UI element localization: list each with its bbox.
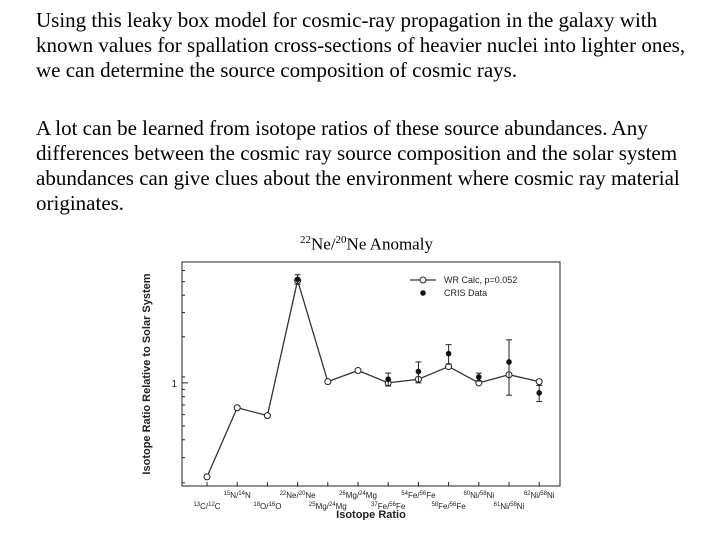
legend-marker-model: [420, 277, 426, 283]
model-line: [207, 280, 539, 476]
category-label-part: O/: [260, 502, 269, 511]
category-label-part: Fe/: [438, 502, 450, 511]
category-label-part: N: [244, 491, 251, 500]
model-point: [355, 368, 361, 374]
data-point: [385, 376, 391, 382]
category-label-part: 15: [223, 491, 231, 497]
caption-ne-over: Ne/: [311, 234, 336, 254]
category-label-part: 24: [328, 502, 336, 508]
category-label-part: 22: [279, 491, 287, 497]
model-point: [234, 405, 240, 411]
category-label: [401, 491, 436, 500]
category-label-part: 26: [339, 491, 346, 497]
category-label-part: 14: [238, 491, 245, 497]
category-label: [339, 491, 377, 500]
model-point: [264, 413, 270, 419]
category-label-part: Ni/: [470, 491, 480, 500]
isotope-ratio-chart: [135, 258, 565, 520]
category-label-part: 25: [308, 502, 316, 508]
category-label-part: Fe/: [377, 502, 390, 511]
data-point: [476, 374, 482, 380]
category-label-part: Ni: [516, 502, 525, 511]
category-label-part: 16: [268, 502, 276, 508]
data-point: [536, 390, 542, 396]
category-label-part: Fe: [395, 502, 406, 511]
model-point: [204, 474, 210, 480]
category-label: [431, 502, 466, 511]
legend-label-model: WR Calc, p=0.052: [444, 275, 518, 285]
category-label-part: N/: [230, 491, 239, 500]
category-label-part: 18: [253, 502, 261, 508]
plot-frame: [182, 262, 560, 486]
category-label-part: 13: [193, 502, 201, 508]
y-tick-label: 1: [171, 378, 177, 390]
data-point: [416, 369, 422, 375]
category-label-part: 61: [493, 502, 501, 508]
caption-mass-22: 22: [300, 234, 311, 246]
category-label-part: C/: [200, 502, 209, 511]
category-label-part: Fe: [426, 491, 436, 500]
category-label-part: Ni: [546, 491, 555, 500]
category-label-part: 56: [449, 502, 457, 508]
category-label-part: 20: [298, 491, 306, 497]
category-label-part: Mg/: [345, 491, 360, 500]
category-label-part: Ne: [305, 491, 316, 500]
category-label-part: 58: [431, 502, 439, 508]
category-label-part: 12: [208, 502, 215, 508]
data-point: [446, 351, 452, 357]
category-label-part: Ni/: [500, 502, 511, 511]
paragraph-isotope-ratios: A lot can be learned from isotope ratios of these source abundances. Any differences between the cosmic ray source composition and the solar system abundances can give clues about the environment where cosmic ray material originates.: [36, 116, 680, 215]
x-axis-title: Isotope Ratio: [336, 509, 406, 520]
category-label-part: Fe/: [407, 491, 420, 500]
category-label-part: 54: [401, 491, 408, 497]
category-label-part: Fe: [456, 502, 466, 511]
category-label-part: O: [275, 502, 282, 511]
category-label: [309, 502, 347, 511]
figure-caption: [300, 234, 433, 255]
category-label-part: 56: [419, 491, 427, 497]
paragraph-intro: Using this leaky box model for cosmic-ray propagation in the galaxy with known values for spallation cross-sections of heavier nuclei into lighter ones, we can determine the source composition of cosmic rays.: [36, 8, 686, 82]
model-point: [325, 379, 331, 385]
category-label-part: 60: [463, 491, 471, 497]
category-label-part: Mg/: [315, 502, 329, 511]
category-label-part: Mg: [335, 502, 347, 511]
category-label-part: 58: [510, 502, 517, 508]
category-label-part: 56: [389, 502, 396, 508]
category-label: [253, 502, 281, 511]
model-point: [536, 379, 542, 385]
category-label: [193, 502, 220, 511]
data-point: [295, 276, 301, 282]
y-axis-title: Isotope Ratio Relative to Solar System: [141, 273, 153, 475]
category-label-part: 37: [371, 502, 378, 508]
caption-ne-anomaly: Ne Anomaly: [346, 234, 433, 254]
category-label-part: 58: [540, 491, 547, 497]
caption-mass-20: 20: [335, 234, 347, 246]
category-label-part: 58: [479, 491, 487, 497]
legend-marker-data: [420, 290, 426, 296]
legend-label-data: CRIS Data: [444, 288, 488, 298]
category-label: [224, 491, 251, 500]
category-label: [494, 502, 525, 511]
data-point: [506, 359, 512, 365]
category-label-part: Ni: [486, 491, 495, 500]
category-label: [463, 491, 494, 500]
category-label-part: 24: [359, 491, 366, 497]
category-label-part: Ni/: [530, 491, 541, 500]
category-label-part: C: [214, 502, 221, 511]
category-label-part: 62: [523, 491, 531, 497]
category-label: [280, 491, 317, 500]
category-label-part: Ne/: [286, 491, 299, 500]
category-label: [524, 491, 555, 500]
category-label-part: Mg: [365, 491, 377, 500]
